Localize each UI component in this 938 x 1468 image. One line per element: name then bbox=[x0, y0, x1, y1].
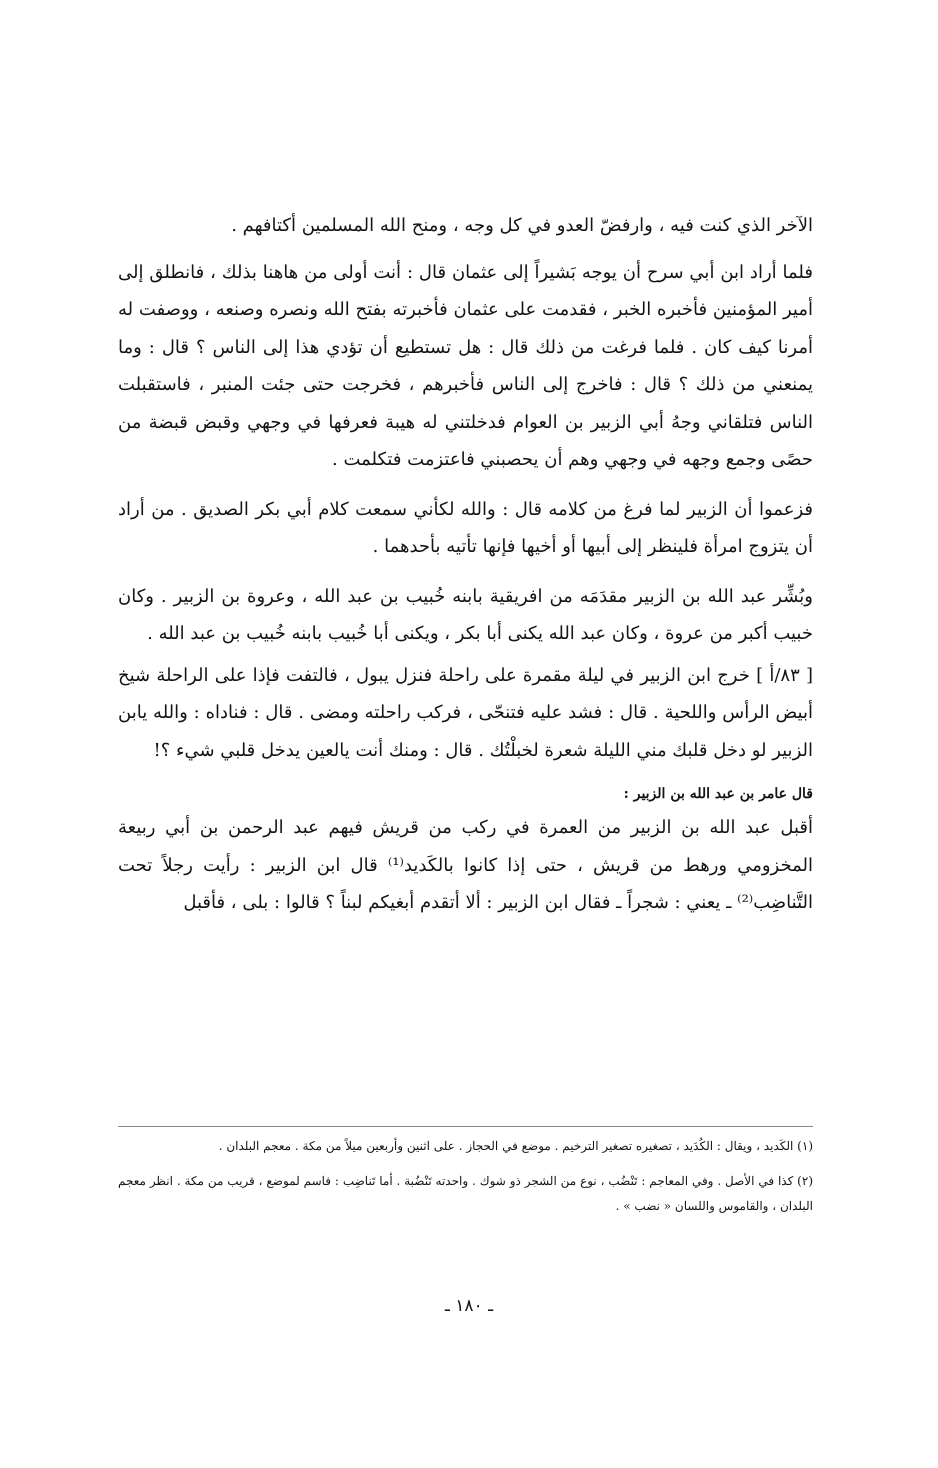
paragraph-night-ride: [ ٨٣/أ ] خرج ابن الزبير في ليلة مقمرة على راحلة فنزل يبول ، فالتفت فإذا على الراحلة شيخ أبيض الرأس واللحية . قال : فشد عليه فتنحّى ، فركب راحلته ومضى . قال : فناداه : والله يابن الزبير لو دخل قلبك مني الليلة شعرة لخبلْتُك . قال : ومنك أنت يالعين يدخل قلبي شيء ؟! bbox=[118, 664, 813, 761]
narrator-heading: قال عامر بن عبد الله بن الزبير : bbox=[623, 786, 813, 802]
footnote-separator bbox=[118, 1126, 813, 1127]
page-number: ـ ١٨٠ ـ bbox=[444, 1296, 494, 1316]
main-text bbox=[118, 207, 813, 922]
paragraph-umrah: أقبل عبد الله بن الزبير من العمرة في ركب من قريش فيهم عبد الرحمن بن أبي ربيعة المخزومي ورهط من قريش ، حتى إذا كانوا بالكَديد⁽¹⁾ قال ابن الزبير : رأيت رجلاً تحت التَّناضِب⁽²⁾ ـ يعني : شجراً ـ فقال ابن الزبير : ألا أتقدم أبغيكم لبناً ؟ قالوا : بلى ، فأقبل bbox=[118, 817, 813, 913]
paragraph-zubair-speech: فزعموا أن الزبير لما فرغ من كلامه قال : والله لكأني سمعت كلام أبي بكر الصديق . من أراد أن يتزوج امرأة فلينظر إلى أبيها أو أخيها فإنها تأتيه بأحدهما . bbox=[118, 498, 813, 557]
paragraph-continuation: الآخر الذي كنت فيه ، وارفضّ العدو في كل وجه ، ومنح الله المسلمين أكتافهم . bbox=[231, 215, 813, 236]
footnotes bbox=[118, 1134, 813, 1219]
paragraph-khubayb: وبُشِّر عبد الله بن الزبير مقدَمَه من افريقية بابنه خُبيب بن عبد الله ، وعروة بن الزبير . وكان خبيب أكبر من عروة ، وكان عبد الله يكنى أبا بكر ، ويكنى أبا خُبيب بابنه خُبيب بن عبد الله . bbox=[118, 585, 813, 644]
paragraph-messenger: فلما أراد ابن أبي سرح أن يوجه بَشيراً إلى عثمان قال : أنت أولى من هاهنا بذلك ، فانطلق إلى أمير المؤمنين فأخبره الخبر ، فقدمت على عثمان فأخبرته بفتح الله ونصره وصنعه ، ووصفت له أمرنا كيف كان . فلما فرغت من ذلك قال : هل تستطيع أن تؤدي هذا إلى الناس ؟ قال : وما يمنعني من ذلك ؟ قال : فاخرج إلى الناس فأخبرهم ، فخرجت حتى جئت المنبر ، فاستقبلت الناس فتلقاني وجهُ أبي الزبير بن العوام فدخلتني له هيبة فعرفها في وجهي وقبض قبضة من حصًى وجمع وجهه في وجهي وهم أن يحصبني فاعتزمت فتكلمت . bbox=[118, 261, 813, 470]
footnote-1: (١) الكَديد ، ويقال : الكُدَيد ، تصغيره تصغير الترخيم . موضع في الحجاز . على اثنين وأربعين ميلاً من مكة . معجم البلدان . bbox=[218, 1139, 813, 1153]
footnote-2: (٢) كذا في الأصل . وفي المعاجم : تَنْضُب ، نوع من الشجر ذو شوك . واحدته تَنْضُبة . أما تَناضِب : فاسم لموضع ، قريب من مكة . انظر معجم البلدان ، والقاموس واللسان « نضب » . bbox=[118, 1174, 813, 1213]
